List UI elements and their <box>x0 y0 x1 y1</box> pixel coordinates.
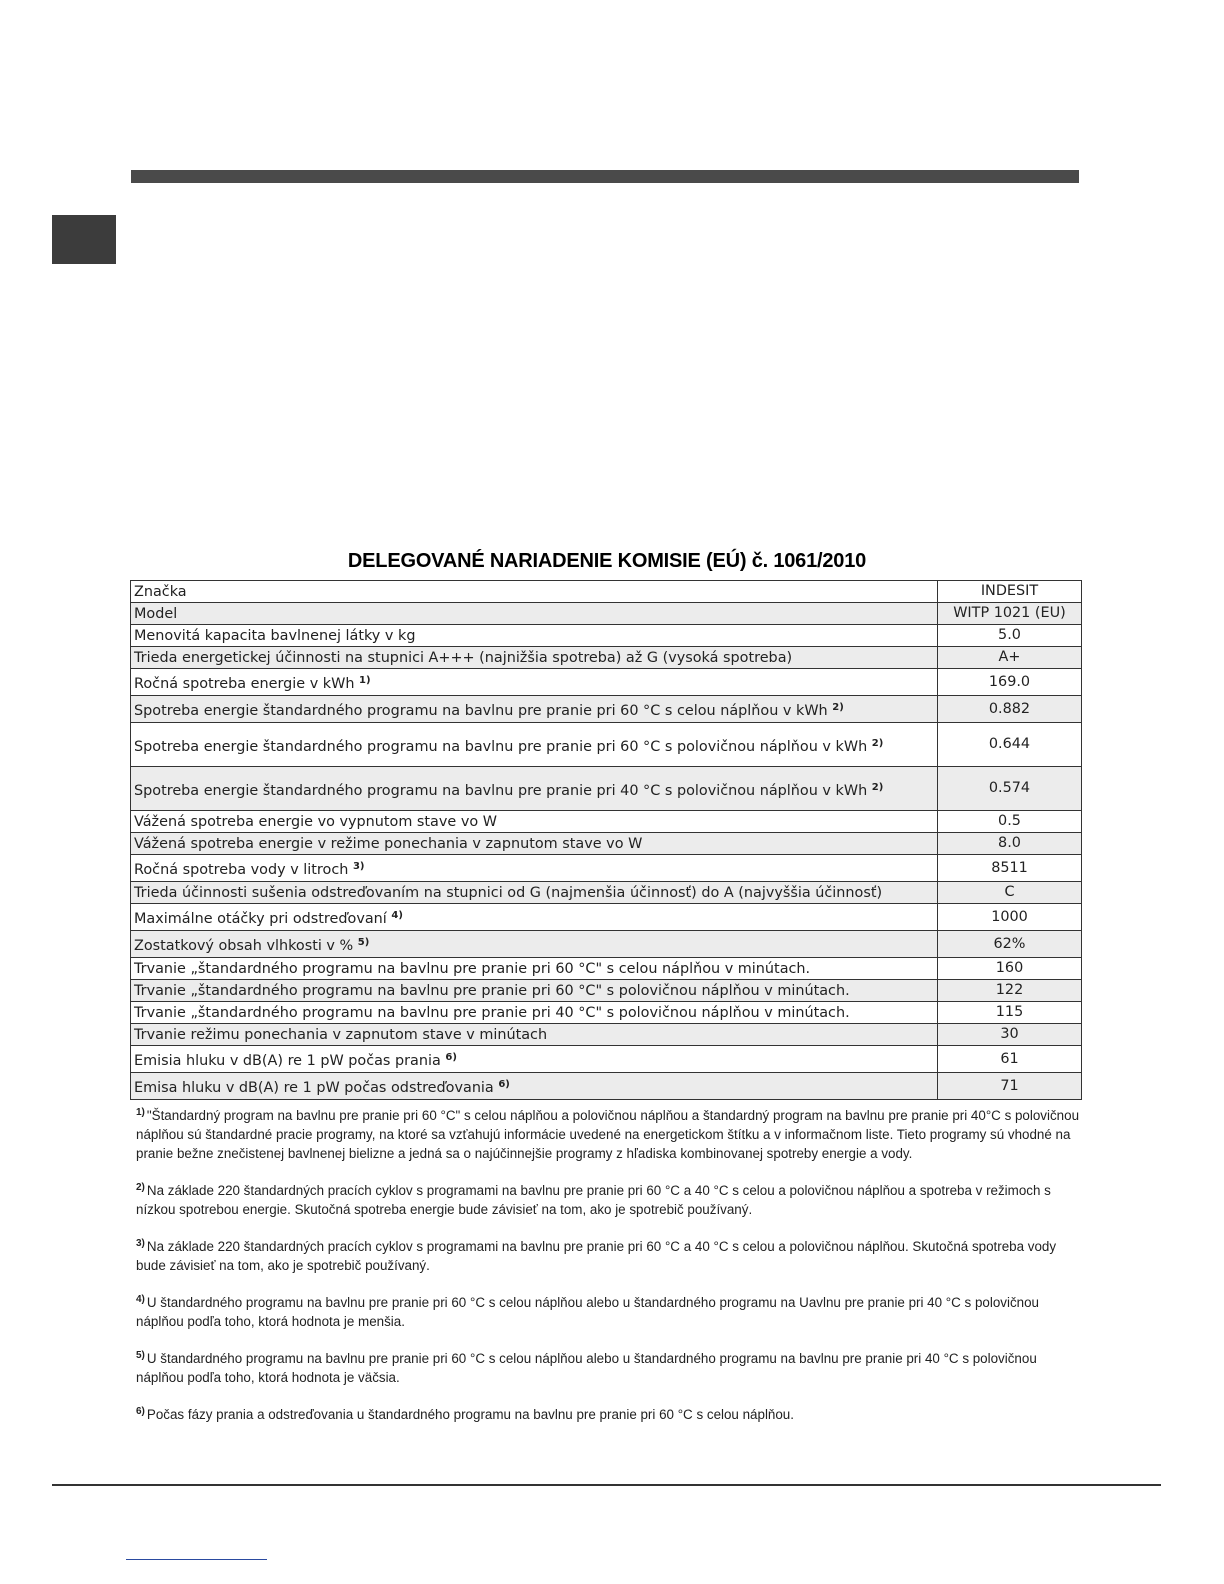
row-label: Ročná spotreba energie v kWh $^{1)}$ <box>131 669 938 696</box>
footnote-ref: 6) <box>498 1079 510 1090</box>
table-row <box>131 1073 1082 1100</box>
row-label: Trvanie „štandardného programu na bavlnu pre pranie pri 60 °C" s polovičnou náplňou v minútach. <box>131 980 938 1002</box>
row-value: A+ <box>938 647 1082 669</box>
row-label: Spotreba energie štandardného programu na bavlnu pre pranie pri 60 °C s celou náplňou v kWh $^{2)}$ <box>131 696 938 723</box>
row-label: Zostatkový obsah vlhkosti v % $^{5)}$ <box>131 931 938 958</box>
footnote: $^{5)}$ U štandardného programu na bavlnu pre pranie pri 60 °C s celou náplňou alebo u štandardného programu na bavlnu pre pranie pri 40 °C s polovičnou náplňou podľa toho, ktorá hodnota je väčsia. <box>136 1350 1037 1385</box>
footnote-mark: 4) <box>136 1294 145 1305</box>
row-label: Model <box>131 603 938 625</box>
table-row <box>131 1002 1082 1024</box>
footnote-mark: 5) <box>136 1350 145 1361</box>
section-tab-marker <box>52 215 116 264</box>
footnote-mark: 2) <box>136 1182 145 1193</box>
row-value: 169.0 <box>938 669 1082 696</box>
footnote-ref: 2) <box>871 781 884 793</box>
row-label: Emisa hluku v dB(A) re 1 pW počas odstreďovania $^{6)}$ <box>131 1073 938 1100</box>
row-value: 160 <box>938 958 1082 980</box>
table-row <box>131 696 1082 723</box>
table-row <box>131 723 1082 767</box>
row-label: Emisia hluku v dB(A) re 1 pW počas prania $^{6)}$ <box>131 1046 938 1073</box>
row-label: Trvanie „štandardného programu na bavlnu pre pranie pri 40 °C" s polovičnou náplňou v minútach. <box>131 1002 938 1024</box>
footnote-ref: 3) <box>352 861 365 872</box>
footnote-mark: 3) <box>136 1238 145 1249</box>
row-value: 122 <box>938 980 1082 1002</box>
row-value: 0.644 <box>938 723 1082 767</box>
footnote: $^{2)}$ Na základe 220 štandardných pracích cyklov s programami na bavlnu pre pranie pri 60 °C a 40 °C s celou a polovičnou náplňou a spotreba v režimoch s nízkou spotrebou energie. Skutočná spotreba energie bude závisieť na tom, ako je spotrebič používaný. <box>136 1182 1051 1217</box>
table-row <box>131 980 1082 1002</box>
row-value: 71 <box>938 1073 1082 1100</box>
table-row <box>131 647 1082 669</box>
row-label: Trieda energetickej účinnosti na stupnici A+++ (najnižšia spotreba) až G (vysoká spotreba) <box>131 647 938 669</box>
table-row <box>131 1024 1082 1046</box>
row-value: 0.5 <box>938 811 1082 833</box>
table-row <box>131 833 1082 855</box>
row-label: Vážená spotreba energie vo vypnutom stave vo W <box>131 811 938 833</box>
row-label: Vážená spotreba energie v režime ponechania v zapnutom stave vo W <box>131 833 938 855</box>
row-value: 30 <box>938 1024 1082 1046</box>
footnote-mark: 6) <box>136 1406 145 1417</box>
row-label: Trieda účinnosti sušenia odstreďovaním na stupnici od G (najmenšia účinnosť) do A (najvyššia účinnosť) <box>131 882 938 904</box>
footer-rule <box>52 1484 1161 1486</box>
row-label: Trvanie „štandardného programu na bavlnu pre pranie pri 60 °C" s celou náplňou v minútach. <box>131 958 938 980</box>
document-title: DELEGOVANÉ NARIADENIE KOMISIE (EÚ) č. 1061/2010 <box>347 550 867 572</box>
row-value: INDESIT <box>938 581 1082 603</box>
row-label: Ročná spotreba vody v litroch $^{3)}$ <box>131 855 938 882</box>
table-row <box>131 931 1082 958</box>
footnote: $^{3)}$ Na základe 220 štandardných pracích cyklov s programami na bavlnu pre pranie pri 60 °C a 40 °C s celou a polovičnou náplňou. Skutočná spotreba vody bude závisieť na tom, ako je spotrebič používaný. <box>136 1238 1057 1273</box>
footnote-ref: 6) <box>445 1052 457 1063</box>
spec-table <box>130 580 1082 1100</box>
table-row <box>131 603 1082 625</box>
footnote: $^{4)}$ U štandardného programu na bavlnu pre pranie pri 60 °C s celou náplňou alebo u štandardného programu na Uavlnu pre pranie pri 40 °C s polovičnou náplňou podľa toho, ktorá hodnota je menšia. <box>136 1294 1039 1329</box>
row-label: Trvanie režimu ponechania v zapnutom stave v minútach <box>131 1024 938 1046</box>
row-label: Spotreba energie štandardného programu na bavlnu pre pranie pri 40 °C s polovičnou náplňou v kWh $^{2)}$ <box>131 767 938 811</box>
table-row <box>131 669 1082 696</box>
footnote: $^{1)}$ "Štandardný program na bavlnu pre pranie pri 60 °C" s celou náplňou a polovičnou náplňou a štandardný program na bavlnu pre pranie pri 40°C s polovičnou náplňou sú štandardné pracie programy, na ktoré sa vzťahujú informácie uvedené na energetickom štítku a v informačnom liste. Tieto programy sú vhodné na pranie bežne znečistenej bavlnenej bielizne a jedná sa o najúčinnejšie programy z hľadiska kombinovanej spotreby energie a vody. <box>136 1107 1080 1161</box>
row-label: Spotreba energie štandardného programu na bavlnu pre pranie pri 60 °C s polovičnou náplňou v kWh $^{2)}$ <box>131 723 938 767</box>
row-label: Menovitá kapacita bavlnenej látky v kg <box>131 625 938 647</box>
table-row <box>131 882 1082 904</box>
row-label: Maximálne otáčky pri odstreďovaní $^{4)}$ <box>131 904 938 931</box>
row-label: Značka <box>131 581 938 603</box>
footnote-ref: 2) <box>832 702 844 713</box>
row-value: 0.882 <box>938 696 1082 723</box>
footnotes <box>136 1103 1086 1439</box>
table-row <box>131 958 1082 980</box>
table-row <box>131 811 1082 833</box>
table-row <box>131 581 1082 603</box>
row-value: 0.574 <box>938 767 1082 811</box>
row-value: 1000 <box>938 904 1082 931</box>
footnote-ref: 2) <box>871 737 884 749</box>
table-row <box>131 904 1082 931</box>
footnote: $^{6)}$ Počas fázy prania a odstreďovania u štandardného programu na bavlnu pre pranie pri 60 °C s celou náplňou. <box>136 1406 794 1422</box>
row-value: 62% <box>938 931 1082 958</box>
row-value: C <box>938 882 1082 904</box>
row-value: 115 <box>938 1002 1082 1024</box>
row-value: 61 <box>938 1046 1082 1073</box>
header-bar <box>131 170 1079 183</box>
footnote-ref: 1) <box>359 675 371 686</box>
row-value: WITP 1021 (EU) <box>938 603 1082 625</box>
table-row <box>131 855 1082 882</box>
footnote-ref: 5) <box>357 937 370 948</box>
row-value: 8511 <box>938 855 1082 882</box>
row-value: 5.0 <box>938 625 1082 647</box>
table-row <box>131 1046 1082 1073</box>
footnote-ref: 4) <box>391 910 403 921</box>
footnote-mark: 1) <box>136 1107 145 1118</box>
row-value: 8.0 <box>938 833 1082 855</box>
table-row <box>131 767 1082 811</box>
footer-link-rule <box>126 1559 267 1560</box>
table-row <box>131 625 1082 647</box>
